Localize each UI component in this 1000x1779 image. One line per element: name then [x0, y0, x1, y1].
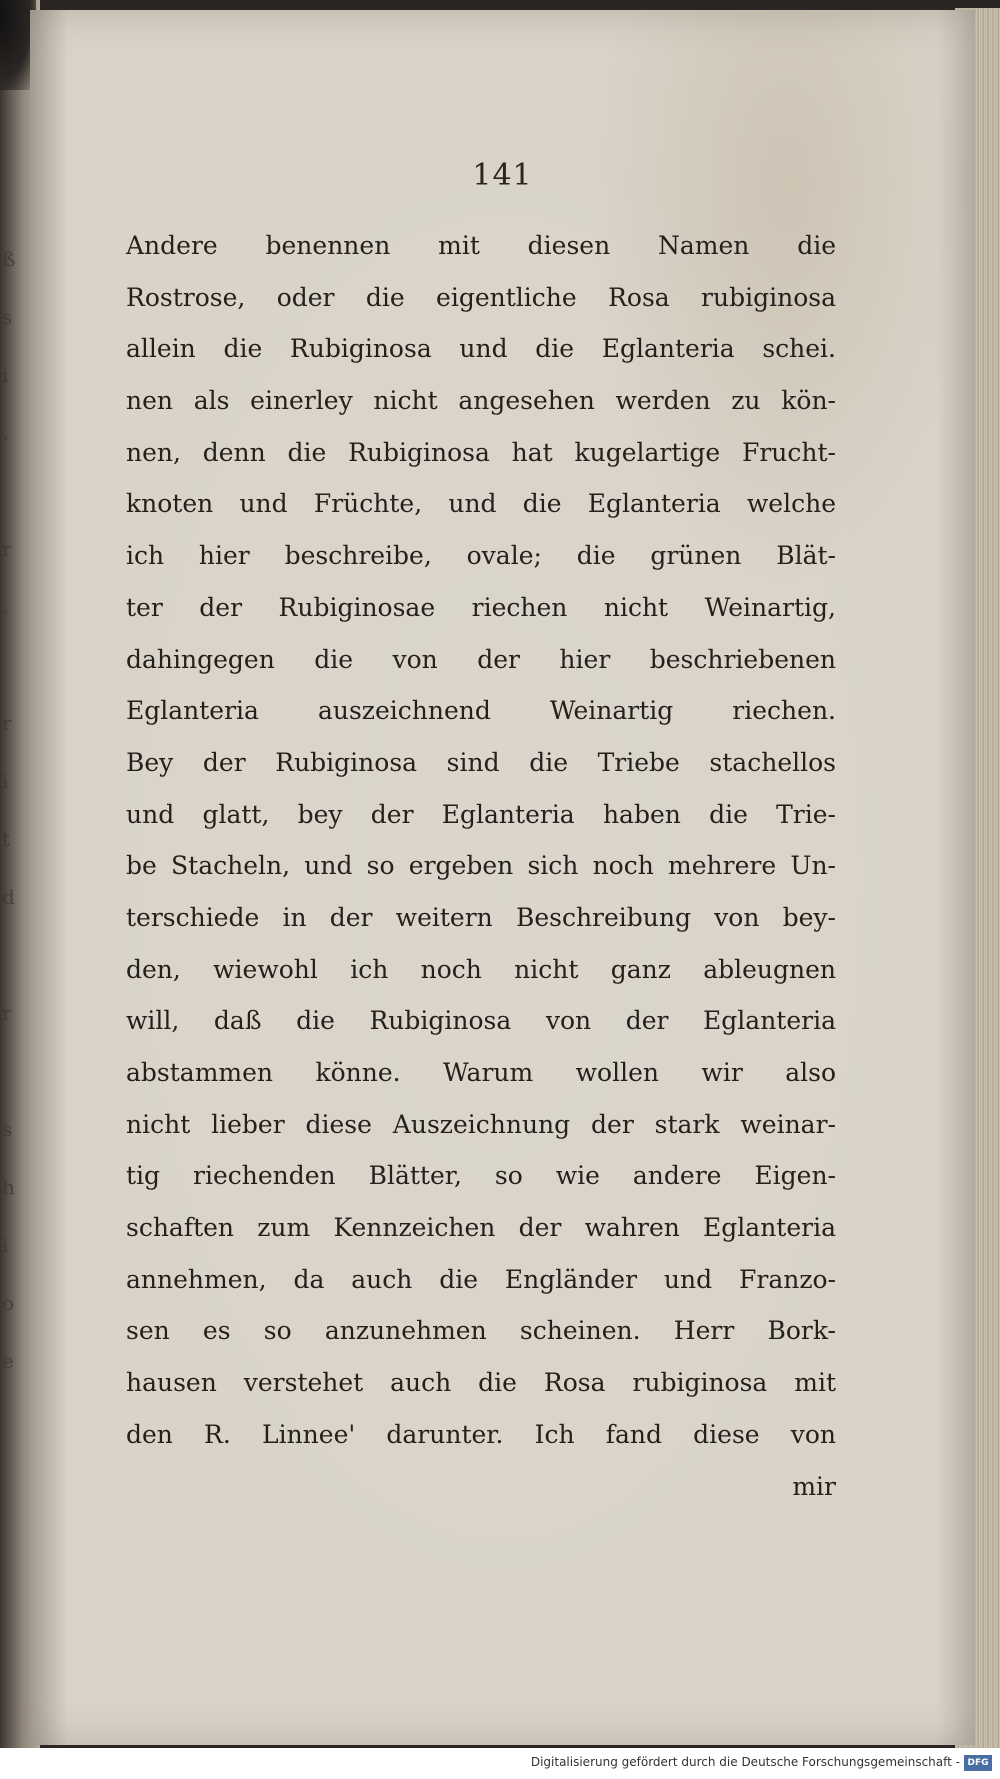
- catchword: mir: [792, 1471, 836, 1501]
- text-line: nicht lieber diese Auszeichnung der stark weinar-: [126, 1109, 836, 1139]
- text-line: sen es so anzunehmen scheinen. Herr Bork-: [126, 1316, 836, 1346]
- text-line: hausen verstehet auch die Rosa rubiginosa mit: [126, 1368, 836, 1398]
- text-line: annehmen, da auch die Engländer und Franzo-: [126, 1264, 836, 1294]
- text-line: nen, denn die Rubiginosa hat kugelartige Frucht-: [126, 437, 836, 467]
- text-line: knoten und Früchte, und die Eglanteria welche: [126, 489, 836, 519]
- facing-page-bleed: ß s i . r . r i t d r s h i o e: [2, 247, 16, 1373]
- dfg-logo: DFG: [964, 1755, 992, 1771]
- text-line: will, daß die Rubiginosa von der Eglanteria: [126, 1006, 836, 1036]
- digitization-footer: [0, 1748, 1000, 1779]
- text-line: Eglanteria auszeichnend Weinartig riechen.: [126, 696, 836, 726]
- text-line: ich hier beschreibe, ovale; die grünen Blät-: [126, 541, 836, 571]
- book-page: [30, 10, 975, 1745]
- page-number: 141: [472, 158, 533, 193]
- text-line: und glatt, bey der Eglanteria haben die Trie-: [126, 799, 836, 829]
- text-line: abstammen könne. Warum wollen wir also: [126, 1058, 836, 1087]
- text-line: dahingegen die von der hier beschriebenen: [126, 644, 836, 674]
- text-line: Rostrose, oder die eigentliche Rosa rubiginosa: [126, 282, 836, 312]
- text-line: den R. Linnee' darunter. Ich fand diese von: [126, 1419, 836, 1449]
- text-line: Andere benennen mit diesen Namen die: [126, 231, 836, 260]
- text-line: terschiede in der weitern Beschreibung von bey-: [126, 902, 836, 932]
- text-line: schaften zum Kennzeichen der wahren Eglanteria: [126, 1213, 836, 1243]
- footer-credit: Digitalisierung gefördert durch die Deutsche Forschungsgemeinschaft -: [530, 1755, 960, 1769]
- text-line: nen als einerley nicht angesehen werden zu kön-: [126, 386, 836, 416]
- text-line: ter der Rubiginosae riechen nicht Weinartig,: [126, 592, 836, 622]
- text-line: be Stacheln, und so ergeben sich noch mehrere Un-: [126, 851, 836, 881]
- text-line: Bey der Rubiginosa sind die Triebe stachellos: [126, 747, 836, 777]
- text-line: tig riechenden Blätter, so wie andere Eigen-: [126, 1161, 836, 1191]
- text-line: den, wiewohl ich noch nicht ganz ableugnen: [126, 954, 836, 984]
- text-line: allein die Rubiginosa und die Eglanteria schei.: [126, 334, 836, 364]
- body-text: [126, 220, 836, 1512]
